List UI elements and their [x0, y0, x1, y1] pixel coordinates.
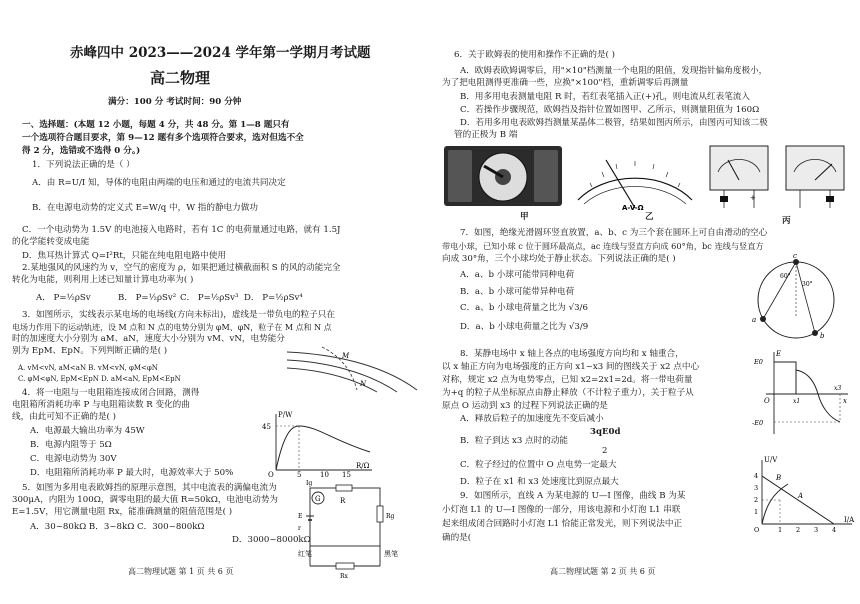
q4-option-b: B．电源内阻等于 5Ω — [30, 440, 112, 450]
q8-graph-minus-e0: -E0 — [752, 419, 764, 427]
q9-line3: 起来组成闭合回路时小灯泡 L1 恰能正常发光，则下列说法中正 — [442, 519, 683, 529]
q6-label-jia: 甲 — [520, 212, 529, 222]
q5-red-probe-label: 红笔 — [298, 550, 312, 558]
q6-option-d-line2: 管的正极为 B 端 — [454, 130, 518, 140]
q8-graph-e0: E0 — [754, 358, 763, 366]
q3-label-m: M — [342, 352, 350, 360]
q6-plus-sign: + — [750, 194, 756, 202]
q4-graph-x10: 10 — [320, 471, 329, 479]
q8-graph-o: O — [764, 397, 770, 405]
q6-option-a-line2: 为了把电阻测得更准确一些，应换"×100"档，重新调零后再测量 — [442, 78, 689, 88]
q8-line1: 8．某静电场中 x 轴上各点的电场强度方向均和 x 轴重合， — [460, 349, 684, 359]
q7-angle-60: 60° — [780, 273, 791, 280]
q8-line3: 对称，规定 x2 点为电势零点，已知 x2=2x1=2d。将一带电荷量 — [442, 375, 693, 385]
q1-stem: 1．下列说法正确的是（ ） — [32, 160, 135, 170]
q6-option-a-line1: A．欧姆表欧姆调零后，用"×10"档测量一个电阻的阻值，发现指针偏角度极小， — [460, 66, 768, 76]
q3-line2: 电场力作用下的运动轨迹，设 M 点和 N 点的电势分别为 φM、φN，粒子在 M 点和 N 点 — [12, 323, 332, 332]
q8-graph-e: E — [776, 350, 782, 358]
q8-option-d: D．粒子在 x1 和 x3 处速度比到原点最大 — [460, 477, 619, 487]
q8-graph-x: x — [843, 397, 847, 405]
q4-graph-xlabel: R/Ω — [356, 462, 370, 470]
q9-graph-x1: 1 — [778, 526, 783, 534]
q9-ui-graph — [748, 456, 858, 536]
q7-option-b: B．a、b 小球可能带异种电荷 — [460, 287, 575, 297]
q5-option-d: D．3000~8000kΩ — [232, 535, 311, 545]
q7-label-b: b — [820, 332, 825, 340]
q3-field-figure — [282, 342, 422, 392]
q9-graph-y1: 1 — [754, 508, 759, 516]
q6-multimeter-dial — [444, 146, 562, 206]
q5-black-probe-label: 黑笔 — [384, 550, 398, 558]
q6-diode-bing — [706, 142, 851, 214]
q1-option-d: D．焦耳热计算式 Q=I²Rt，只能在纯电阻电路中使用 — [22, 251, 226, 261]
q6-stem: 6．关于欧姆表的使用和操作不正确的是( ) — [454, 50, 615, 60]
q5-ig-label: Ig — [306, 480, 313, 487]
q5-rx-label: Rx — [340, 573, 348, 580]
q4-option-d: D．电阻箱所消耗功率 P 最大时，电源效率大于 50% — [30, 468, 234, 478]
q7-option-a: A．a、b 小球可能带同种电荷 — [460, 270, 575, 280]
q7-angle-30: 30° — [802, 281, 813, 288]
q4-graph-origin: O — [268, 471, 274, 479]
q6-option-b: B．用多用电表测量电阻 R 时，若红表笔插入正(+)孔，则电流从红表笔流入 — [460, 92, 750, 102]
q2-option-a: A． P=½ρSv — [36, 293, 91, 303]
q1-option-c-line2: 的化学能转变成电能 — [12, 237, 90, 247]
q4-graph-ylabel: P/W — [278, 411, 293, 419]
q9-line2: 小灯泡 L1 的 U—I 图像的一部分，用该电源和小灯泡 L1 串联 — [442, 505, 681, 515]
q7-line3: 向成 30°角，三个小球均处于静止状态。下列说法正确的是( ) — [442, 254, 676, 264]
q6-scale-label: A-V-Ω — [622, 204, 644, 212]
q9-graph-x4: 4 — [832, 526, 837, 534]
q4-option-c: C．电源电动势为 30V — [30, 454, 117, 464]
q5-rg-label: Rg — [386, 513, 395, 520]
q9-line1: 9．如图所示，直线 A 为某电源的 U—I 图像，曲线 B 为某 — [460, 491, 686, 501]
q4-graph-y45: 45 — [262, 423, 271, 431]
section-line-1: 一、选择题：(本题 12 小题，每题 4 分，共 48 分。第 1—8 题只有 — [22, 120, 290, 130]
q5-options: A．30~80kΩ B．3~8kΩ C．300~800kΩ — [30, 522, 205, 532]
q6-scale-yi — [570, 150, 700, 212]
exam-subject: 高二物理 — [150, 69, 211, 87]
q1-option-b: B．在电源电动势的定义式 E=W/q 中，W 指的静电力做功 — [32, 203, 258, 213]
q8-option-c: C．粒子经过的位置中 O 点电势一定最大 — [460, 460, 617, 470]
q5-line2: 300μA，内阻为 100Ω，调零电阻的最大值 R=50kΩ，电池电动势为 — [12, 495, 279, 505]
q6-label-yi: 乙 — [645, 212, 654, 222]
q1-option-a: A．由 R=U/I 知，导体的电阻由两端的电压和通过的电流共同决定 — [32, 178, 286, 188]
q7-option-d: D．a、b 小球电荷量之比为 √3/9 — [460, 322, 589, 332]
q4-line1: 4．将一电阻与一电阻箱连接成闭合回路，测得 — [22, 388, 200, 398]
q5-line1: 5．如图为多用电表欧姆挡的原理示意图，其中电流表的满偏电流为 — [22, 483, 277, 493]
q9-graph-y3: 3 — [754, 484, 759, 492]
q6-option-d-line1: D．若用多用电表欧姆挡测量某晶体二极管，结果如图丙所示，由图丙可知该二极 — [460, 118, 768, 128]
q5-r-internal-label: r — [298, 525, 301, 532]
q8-graph-x3: x3 — [834, 385, 842, 392]
q7-line2: 带电小球，已知小球 c 位于圆环最高点，ac 连线与竖直方向成 60°角，bc 连线与竖直方 — [442, 241, 764, 251]
q3-label-n: N — [360, 380, 367, 388]
q4-line2: 电阻箱所消耗功率 P 与电阻箱读数 R 变化的曲 — [12, 400, 190, 410]
q8-line5: 原点 O 运动到 x3 的过程下列说法正确的是 — [442, 401, 608, 411]
q9-graph-x2: 2 — [796, 526, 801, 534]
q8-line2: 以 x 轴正方向为电场强度的正方向 x1~x3 间的图线关于 x2 点中心 — [442, 362, 700, 372]
q5-circuit-figure — [300, 478, 410, 583]
q9-graph-y2: 2 — [754, 496, 759, 504]
q4-line3: 线，由此可知不正确的是( ) — [12, 412, 116, 422]
q2-option-b: B． P=½ρSv² — [118, 293, 177, 303]
q8-option-b-numerator: 3qE0d — [590, 427, 621, 437]
q9-graph-curve-b: B — [776, 474, 782, 482]
q9-line4: 确的是( — [442, 533, 472, 543]
q7-label-c: c — [793, 252, 797, 260]
q3-options-row1: A. vM<vN, aM<aN B. vM<vN, φM<φN — [18, 364, 158, 372]
q8-field-graph — [752, 348, 852, 440]
section-line-3: 得 2 分，选错或不选得 0 分。) — [22, 146, 141, 156]
q2-option-d: D． P=½ρSv⁴ — [244, 293, 303, 303]
q9-graph-line-a: A — [798, 492, 804, 500]
q3-line4: 别为 EpM、EpN。下列判断正确的是( ) — [12, 346, 168, 356]
q5-galvanometer-label: G — [315, 495, 321, 503]
q5-r-label: R — [340, 497, 346, 505]
q7-option-c: C．a、b 小球电荷量之比为 √3/6 — [460, 303, 588, 313]
q2-option-c: C． P=½ρSv³ — [180, 293, 239, 303]
q6-label-bing: 丙 — [782, 216, 791, 226]
q3-line1: 3．如图所示，实线表示某电场的电场线(方向未标出)，虚线是一带负电的粒子只在 — [22, 310, 335, 320]
q9-graph-y4: 4 — [754, 472, 759, 480]
q5-line3: E=1.5V，用它测量电阻 Rx，能准确测量的阻值范围是( ) — [12, 507, 233, 517]
q2-line1: 2.某地强风的风速约为 v，空气的密度为 ρ，如果把通过横截面积 S 的风的动能完全 — [22, 263, 341, 273]
q3-options-row2: C. φM<φN, EpM<EpN D. aM<aN, EpM<EpN — [18, 375, 181, 383]
q7-ring-figure — [752, 252, 848, 346]
q4-graph-x5: 5 — [297, 471, 302, 479]
q7-line1: 7．如图，绝缘光滑圆环竖直放置，a、b、c 为三个套在圆环上可自由滑动的空心 — [460, 228, 768, 238]
page2-footer: 高二物理试题 第 2 页 共 6 页 — [550, 567, 656, 576]
section-line-2: 一个选项符合题目要求，第 9—12 题有多个选项符合要求，选对但选不全 — [22, 133, 304, 143]
q5-e-label: E — [298, 513, 303, 520]
q4-power-graph — [262, 412, 382, 477]
q8-option-a: A．释放后粒子的加速度先不变后减小 — [460, 414, 604, 424]
q9-graph-origin: O — [754, 526, 760, 534]
q4-option-a: A．电源最大输出功率为 45W — [30, 426, 145, 436]
q9-graph-x3: 3 — [814, 526, 819, 534]
q9-graph-xlabel: I/A — [844, 516, 855, 524]
exam-title: 赤峰四中 2023——2024 学年第一学期月考试题 — [70, 45, 371, 61]
q8-line4: 为+q 的粒子从坐标原点由静止释放（不计粒子重力），关于粒子从 — [442, 388, 694, 398]
q8-option-b-denominator: 2 — [602, 446, 608, 456]
page1-footer: 高二物理试题 第 1 页 共 6 页 — [128, 567, 234, 576]
q4-graph-x15: 15 — [342, 471, 351, 479]
q2-line2: 转化为电能，则利用上述已知量计算电功率为( ) — [12, 275, 194, 285]
q1-option-c-line1: C．一个电动势为 1.5V 的电池接入电路时，若有 1C 的电荷量通过电路，就有 1.5J — [22, 225, 341, 235]
q8-option-b: B．粒子到达 x3 点时的动能 — [460, 436, 569, 446]
q6-option-c: C．若操作步骤规范，欧姆挡及指针位置如图甲、乙所示，则测量阻值为 160Ω — [460, 105, 760, 115]
q3-line3: 时的加速度大小分别为 aM、aN，速度大小分别为 vM、vN，电势能分 — [12, 334, 285, 344]
q9-graph-ylabel: U/V — [764, 456, 778, 464]
q7-label-a: a — [752, 316, 757, 324]
exam-page-2 — [430, 0, 860, 604]
exam-meta: 满分：100 分 考试时间：90 分钟 — [108, 97, 242, 107]
q8-graph-x1: x1 — [793, 398, 801, 405]
